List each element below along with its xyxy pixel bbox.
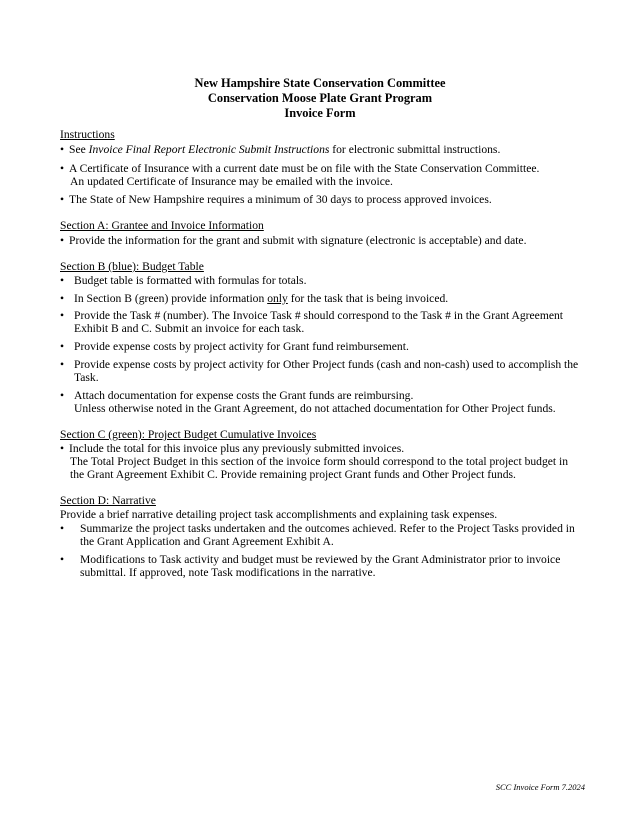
instructions-item-insurance-line1: A Certificate of Insurance with a current date must be on file with the State Conservation Committee. [69,162,540,175]
italic-doc-reference: Invoice Final Report Electronic Submit Instructions [88,143,330,156]
section-b-item-documentation-line2: Unless otherwise noted in the Grant Agreement, do not attached documentation for Other Project funds. [74,402,556,415]
section-b-item-documentation-line1: Attach documentation for expense costs the Grant funds are reimbursing. [74,389,414,402]
section-b-item-only-task [74,292,448,305]
section-b-item-other-funds-line1: Provide expense costs by project activity for Other Project funds (cash and non-cash) used to accomplish the [74,358,579,371]
bullet-marker: • [60,340,65,353]
section-c-item-line3: the Grant Agreement Exhibit C. Provide remaining project Grant funds and Other Project funds. [70,468,516,481]
bullet-marker: • [60,309,65,322]
instructions-item-insurance-line2: An updated Certificate of Insurance may be emailed with the invoice. [70,175,393,188]
section-c-heading: Section C (green): Project Budget Cumulative Invoices [60,428,317,441]
text-segment: for electronic submittal instructions. [329,143,501,156]
bullet-marker: • [60,292,65,305]
section-a-heading: Section A: Grantee and Invoice Information [60,219,264,232]
section-d-item-modifications-line2: submittal. If approved, note Task modifications in the narrative. [80,566,376,579]
bullet-marker: • [60,358,65,371]
section-b-item-grant-costs: Provide expense costs by project activity for Grant fund reimbursement. [74,340,409,353]
bullet-marker: • [60,193,65,206]
header-committee-name: New Hampshire State Conservation Committee [194,76,446,90]
bullet-marker: • [60,389,65,402]
underlined-word: only [267,292,288,305]
document-header [0,76,640,121]
header-program-name: Conservation Moose Plate Grant Program [207,91,433,105]
section-b-item-task-number-line2: Exhibit B and C. Submit an invoice for each task. [74,322,305,335]
section-b-item-other-funds-line2: Task. [74,371,99,384]
text-segment: See [69,143,89,156]
section-c-item-line2: The Total Project Budget in this section of the invoice form should correspond to the total project budget in [70,455,569,468]
section-d-item-summarize-line2: the Grant Application and Grant Agreement Exhibit A. [80,535,334,548]
form-version-footer: SCC Invoice Form 7.2024 [495,782,585,792]
section-d-item-summarize-line1: Summarize the project tasks undertaken and the outcomes achieved. Refer to the Project Tasks provided in [80,522,575,535]
bullet-marker: • [60,143,65,156]
text-segment: In Section B (green) provide information [74,292,268,305]
bullet-marker: • [60,162,65,175]
section-b-item-formulas: Budget table is formatted with formulas for totals. [74,274,307,287]
instructions-heading: Instructions [60,128,115,141]
bullet-marker: • [60,274,65,287]
instructions-item-electronic-submit [69,143,500,156]
bullet-marker: • [60,234,65,247]
section-d-heading: Section D: Narrative [60,494,156,507]
section-d-item-modifications-line1: Modifications to Task activity and budget must be reviewed by the Grant Administrator prior to invoice [80,553,561,566]
header-form-title: Invoice Form [284,106,356,120]
section-c-item-line1: Include the total for this invoice plus any previously submitted invoices. [69,442,405,455]
text-segment: for the task that is being invoiced. [287,292,449,305]
bullet-marker: • [60,522,65,535]
section-d-intro: Provide a brief narrative detailing project task accomplishments and explaining task expenses. [60,508,498,521]
section-b-item-task-number-line1: Provide the Task # (number). The Invoice Task # should correspond to the Task # in the Grant Agreement [74,309,564,322]
bullet-marker: • [60,442,65,455]
bullet-marker: • [60,553,65,566]
section-b-heading: Section B (blue): Budget Table [60,260,204,273]
section-a-item-info: Provide the information for the grant and submit with signature (electronic is acceptable) and date. [69,234,527,247]
instructions-item-processing-time: The State of New Hampshire requires a minimum of 30 days to process approved invoices. [69,193,492,206]
